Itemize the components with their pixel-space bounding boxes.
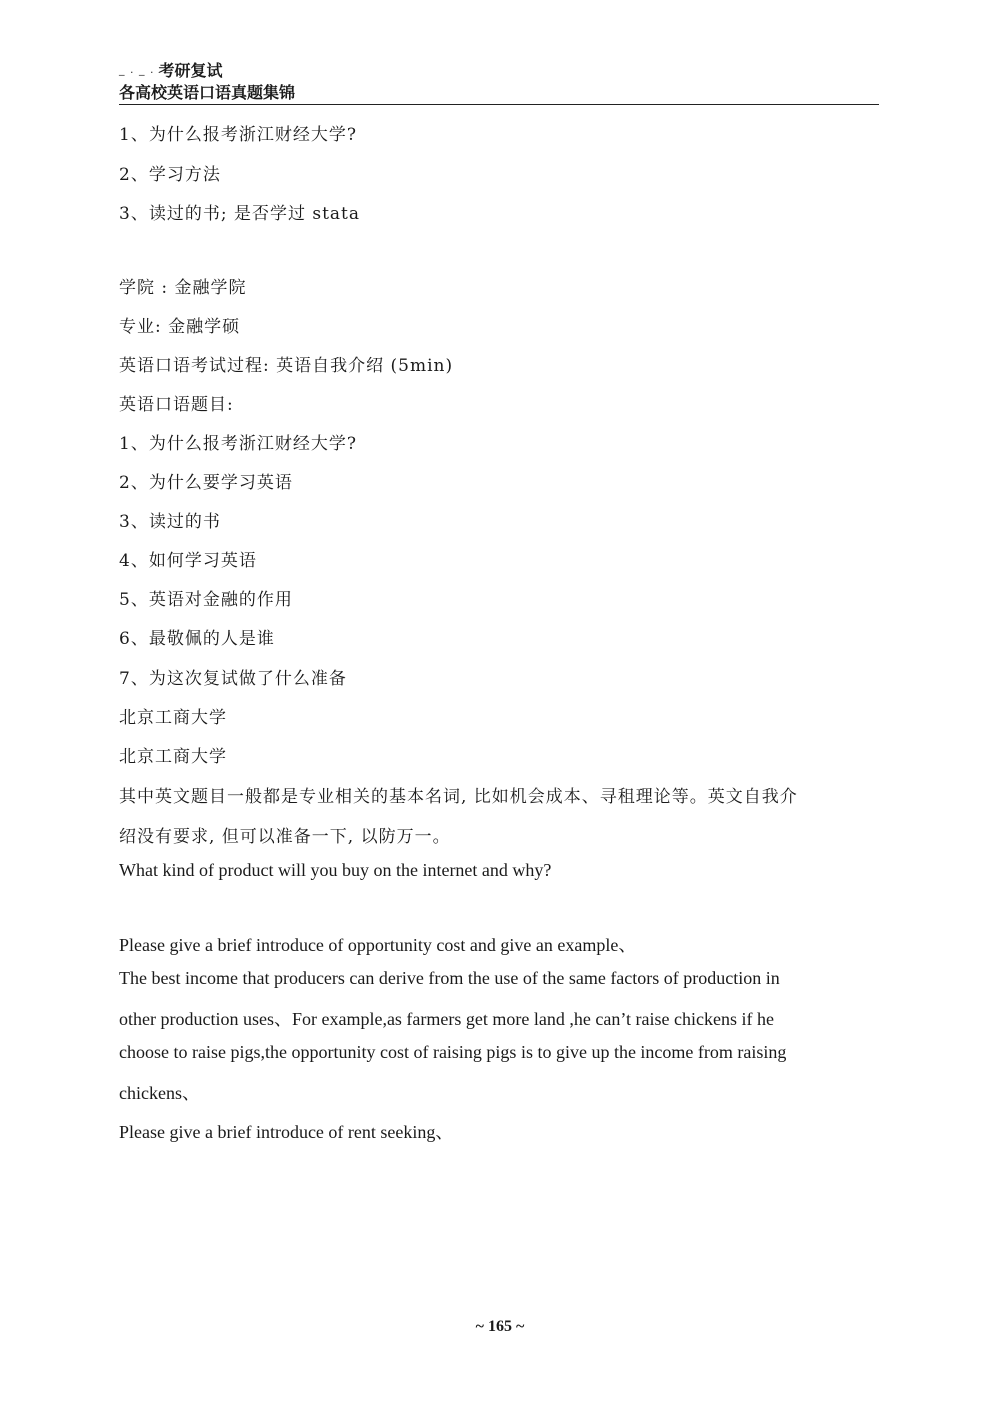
header-subtitle: 各高校英语口语真题集锦 (119, 83, 296, 102)
header-title: 考研复试 (158, 60, 223, 80)
text-line: 6、最敬佩的人是谁 (119, 629, 275, 649)
text-line: choose to raise pigs,the opportunity cost of raising pigs is to give up the income from raising (119, 1042, 787, 1062)
text-line: 北京工商大学 (119, 747, 227, 767)
text-line: 其中英文题目一般都是专业相关的基本名词, 比如机会成本、寻租理论等。英文自我介 (119, 787, 798, 807)
text-line: Please give a brief introduce of opportunity cost and give an example、 (119, 935, 637, 955)
text-line: 2、为什么要学习英语 (119, 473, 293, 493)
text-line: 专业: 金融学硕 (119, 317, 241, 337)
header-mark: _ . _ . (119, 62, 155, 76)
text-line: 北京工商大学 (119, 708, 227, 728)
text-line: 7、为这次复试做了什么准备 (119, 669, 347, 689)
text-line: Please give a brief introduce of rent seeking、 (119, 1122, 454, 1142)
text-line: 绍没有要求, 但可以准备一下, 以防万一。 (119, 827, 451, 847)
text-line: 3、读过的书; 是否学过 stata (119, 204, 361, 224)
text-line: What kind of product will you buy on the internet and why? (119, 860, 552, 880)
page-header (119, 58, 879, 104)
page-number: ~ 165 ~ (475, 1318, 525, 1335)
text-line: 5、英语对金融的作用 (119, 590, 293, 610)
text-line: The best income that producers can derive from the use of the same factors of production in (119, 968, 780, 988)
text-line: 3、读过的书 (119, 512, 221, 532)
text-line: 1、为什么报考浙江财经大学? (119, 434, 357, 454)
text-line: 4、如何学习英语 (119, 551, 257, 571)
text-line: 1、为什么报考浙江财经大学? (119, 125, 357, 145)
text-line: 英语口语考试过程: 英语自我介绍 (5min) (119, 356, 454, 376)
text-line: 学院 : 金融学院 (119, 278, 247, 298)
text-line: chickens、 (119, 1083, 200, 1103)
text-line: other production uses、For example,as farmers get more land ,he can’t raise chickens if he (119, 1009, 774, 1029)
header-divider (119, 104, 879, 105)
header-title-row (119, 58, 879, 80)
text-line: 英语口语题目: (119, 395, 234, 415)
text-line: 2、学习方法 (119, 165, 221, 185)
